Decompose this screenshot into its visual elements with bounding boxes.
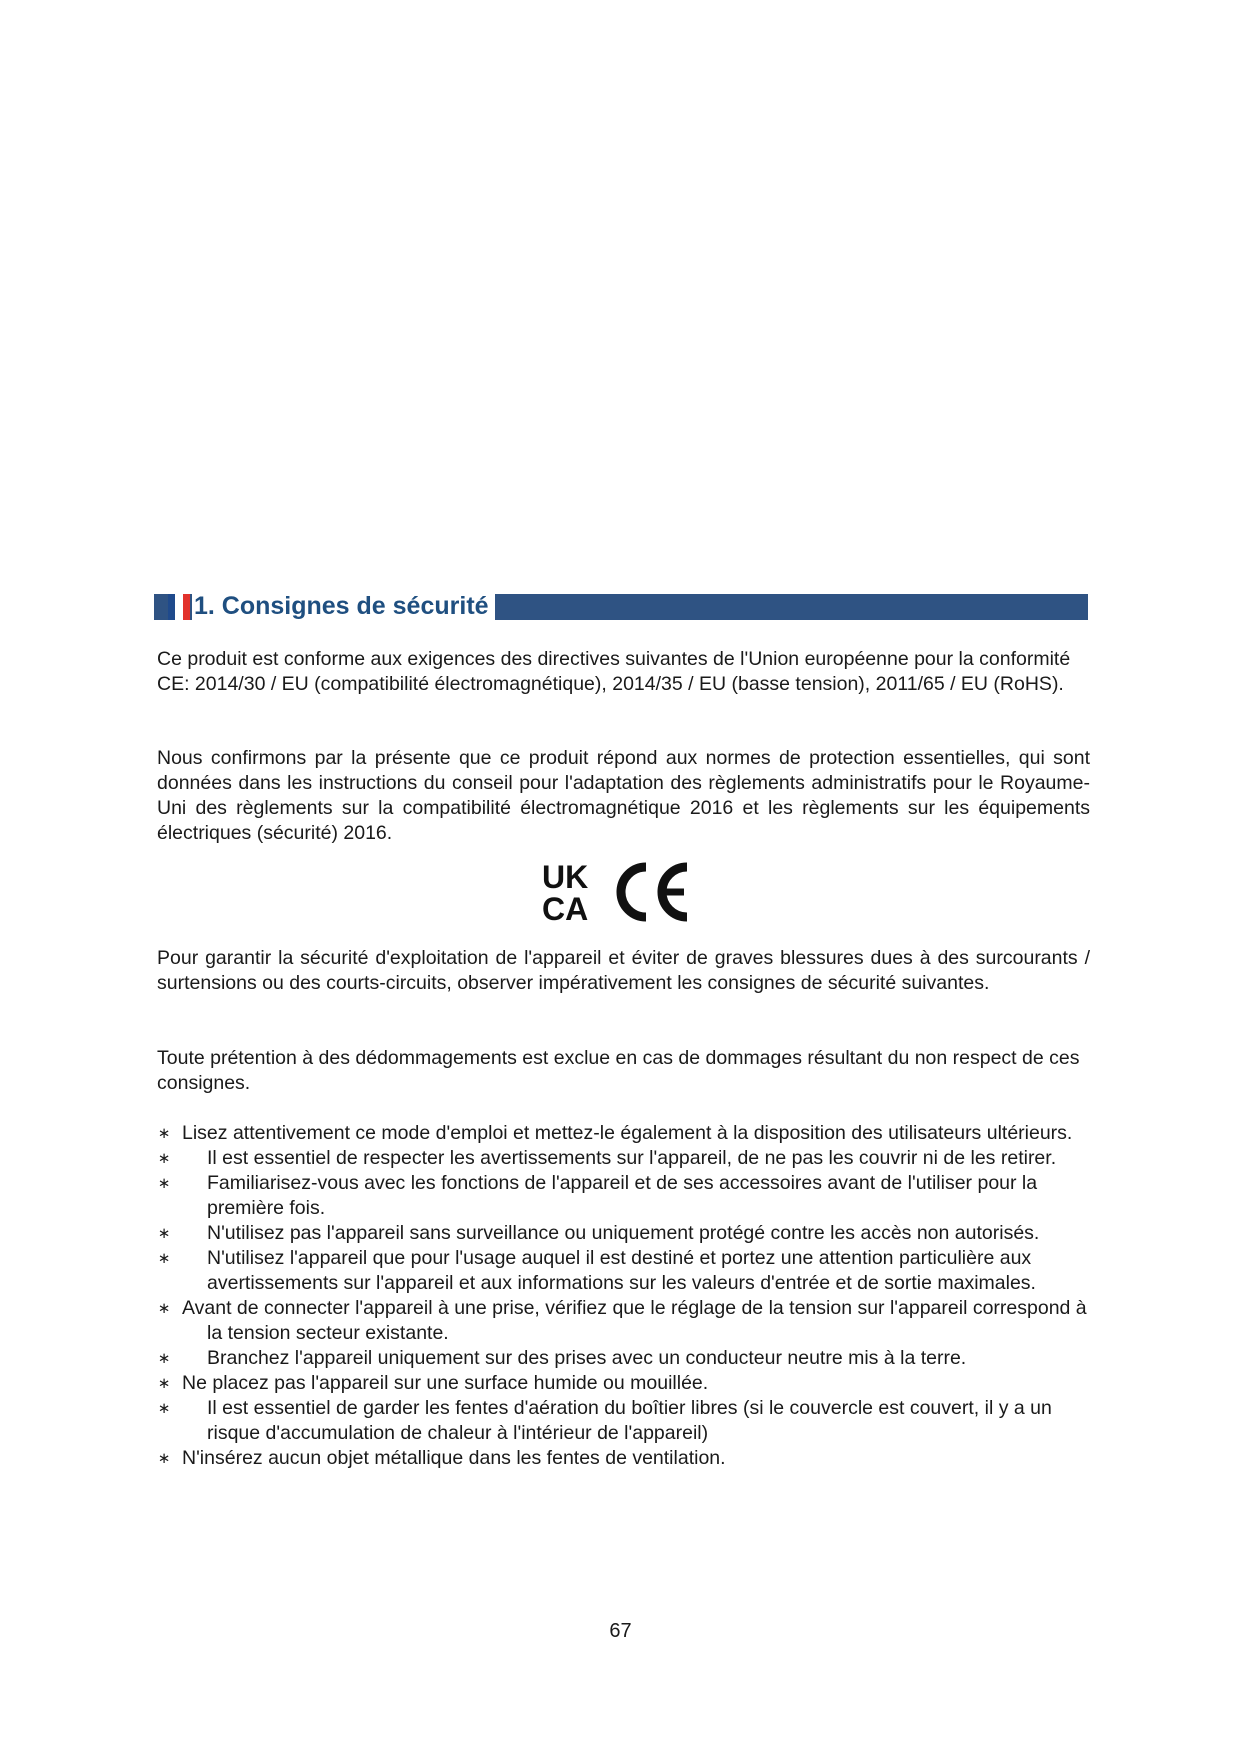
ce-conformity-paragraph: Ce produit est conforme aux exigences des directives suivantes de l'Union européenne pour la conformité CE: 2014/30 / EU (compatibilité électromagnétique), 2014/35 / EU (basse tension), 2011/65 / EU (RoHS). [157, 648, 1071, 695]
list-item-text: Branchez l'appareil uniquement sur des prises avec un conducteur neutre mis à la terre. [207, 1347, 967, 1369]
ukca-line1: UK [542, 859, 589, 895]
bullet-icon: ∗ [157, 1174, 171, 1192]
page-number: 67 [609, 1620, 632, 1642]
list-item-text: Il est essentiel de respecter les avertissements sur l'appareil, de ne pas les couvrir ni de les retirer. [207, 1147, 1057, 1169]
list-item [157, 1221, 1090, 1246]
list-item [157, 1446, 1090, 1471]
bullet-icon: ∗ [157, 1224, 171, 1242]
list-item-text: Lisez attentivement ce mode d'emploi et mettez-le également à la disposition des utilisateurs ultérieurs. [182, 1122, 1073, 1144]
bullet-icon: ∗ [157, 1349, 171, 1367]
ce-mark-icon [621, 867, 687, 917]
list-item [157, 1146, 1090, 1171]
list-item [157, 1371, 1090, 1396]
list-item [157, 1296, 1090, 1346]
bullet-icon: ∗ [157, 1149, 171, 1167]
list-item-text: Familiarisez-vous avec les fonctions de l'appareil et de ses accessoires avant de l'utiliser pour la première fois. [207, 1172, 1038, 1219]
ukca-mark-icon [542, 859, 588, 926]
bullet-icon: ∗ [157, 1249, 171, 1267]
list-item-text: N'insérez aucun objet métallique dans les fentes de ventilation. [182, 1447, 726, 1469]
safety-intro-paragraph: Pour garantir la sécurité d'exploitation de l'appareil et éviter de graves blessures dues à des surcourants / surtensions ou des courts-circuits, observer impérativement les consignes de sécurité suivantes. [157, 947, 1090, 994]
bullet-icon: ∗ [157, 1399, 171, 1417]
safety-instructions-list [157, 1121, 1090, 1471]
ukca-line2: CA [542, 891, 589, 926]
list-item-text: Il est essentiel de garder les fentes d'aération du boîtier libres (si le couvercle est couvert, il y a un risque d'accumulation de chaleur à l'intérieur de l'appareil) [207, 1397, 1052, 1444]
list-item-text: N'utilisez l'appareil que pour l'usage auquel il est destiné et portez une attention particulière aux avertissements sur l'appareil et aux informations sur les valeurs d'entrée et de sortie maximales. [207, 1247, 1036, 1294]
bullet-icon: ∗ [157, 1374, 171, 1392]
ukca-conformity-paragraph: Nous confirmons par la présente que ce produit répond aux normes de protection essentielles, qui sont données dans les instructions du conseil pour l'adaptation des règlements administratifs pour le Royaume-Uni des règlements sur la compatibilité électromagnétique 2016 et les règlements sur les équipements électriques (sécurité) 2016. [157, 747, 1090, 844]
bullet-icon: ∗ [157, 1449, 171, 1467]
liability-paragraph: Toute prétention à des dédommagements est exclue en cas de dommages résultant du non respect de ces consignes. [157, 1047, 1080, 1094]
list-item [157, 1121, 1090, 1146]
section-title: 1. Consignes de sécurité [192, 590, 495, 622]
list-item [157, 1346, 1090, 1371]
bullet-icon: ∗ [157, 1299, 171, 1317]
french-flag-icon [168, 594, 190, 620]
list-item-text: N'utilisez pas l'appareil sans surveillance ou uniquement protégé contre les accès non autorisés. [207, 1222, 1040, 1244]
bullet-icon: ∗ [157, 1124, 171, 1142]
list-item [157, 1246, 1090, 1296]
ukca-ce-marks [542, 858, 692, 926]
list-item-text: Ne placez pas l'appareil sur une surface humide ou mouillée. [182, 1372, 709, 1394]
list-item-text: Avant de connecter l'appareil à une prise, vérifiez que le réglage de la tension sur l'appareil correspond à la tension secteur existante. [182, 1297, 1087, 1344]
list-item [157, 1396, 1090, 1446]
list-item [157, 1171, 1090, 1221]
